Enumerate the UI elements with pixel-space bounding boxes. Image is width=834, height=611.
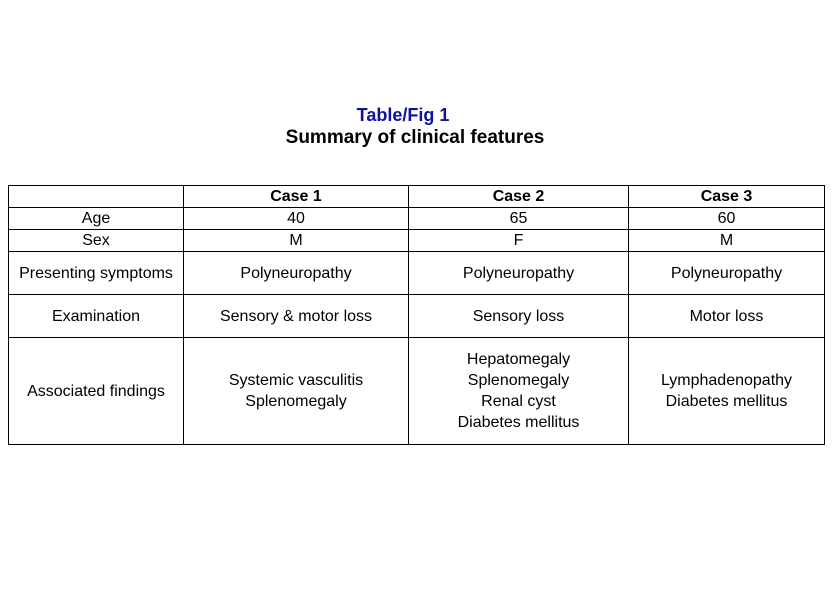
- table-cell: 40: [184, 208, 409, 230]
- finding-line: Hepatomegaly: [466, 351, 571, 368]
- table-cell: F: [409, 230, 629, 252]
- table-cell: [409, 338, 629, 445]
- row-label: Examination: [9, 295, 184, 338]
- finding-line: Splenomegaly: [245, 393, 347, 410]
- table-cell: 60: [629, 208, 825, 230]
- header-case-1: Case 1: [184, 186, 409, 208]
- table-row-age: [9, 208, 825, 230]
- figure-label: Table/Fig 1: [356, 105, 450, 125]
- table-cell: Motor loss: [629, 295, 825, 338]
- row-label: Sex: [9, 230, 184, 252]
- figure-title: Summary of clinical features: [285, 127, 545, 148]
- table-cell: M: [184, 230, 409, 252]
- finding-line: Splenomegaly: [467, 372, 570, 389]
- table-row-associated-findings: [9, 338, 825, 445]
- row-label: Presenting symptoms: [9, 252, 184, 295]
- finding-line: Diabetes mellitus: [665, 393, 788, 410]
- table-cell: [184, 338, 409, 445]
- row-label: Age: [9, 208, 184, 230]
- finding-line: Renal cyst: [481, 393, 556, 410]
- table-row-examination: [9, 295, 825, 338]
- header-case-2: Case 2: [409, 186, 629, 208]
- table-cell: [629, 338, 825, 445]
- table-cell: M: [629, 230, 825, 252]
- table-row-sex: [9, 230, 825, 252]
- table-cell: Sensory loss: [409, 295, 629, 338]
- table-row-presenting-symptoms: [9, 252, 825, 295]
- finding-line: Lymphadenopathy: [660, 372, 793, 389]
- table-cell: Polyneuropathy: [409, 252, 629, 295]
- row-label: Associated findings: [9, 338, 184, 445]
- table-cell: Sensory & motor loss: [184, 295, 409, 338]
- table-cell: 65: [409, 208, 629, 230]
- table-cell: Polyneuropathy: [629, 252, 825, 295]
- finding-line: Systemic vasculitis: [228, 372, 364, 389]
- header-row: [9, 186, 825, 208]
- header-case-3: Case 3: [629, 186, 825, 208]
- clinical-features-table: [8, 185, 825, 445]
- table-cell: Polyneuropathy: [184, 252, 409, 295]
- header-corner-cell: [9, 186, 184, 208]
- finding-line: Diabetes mellitus: [457, 414, 580, 431]
